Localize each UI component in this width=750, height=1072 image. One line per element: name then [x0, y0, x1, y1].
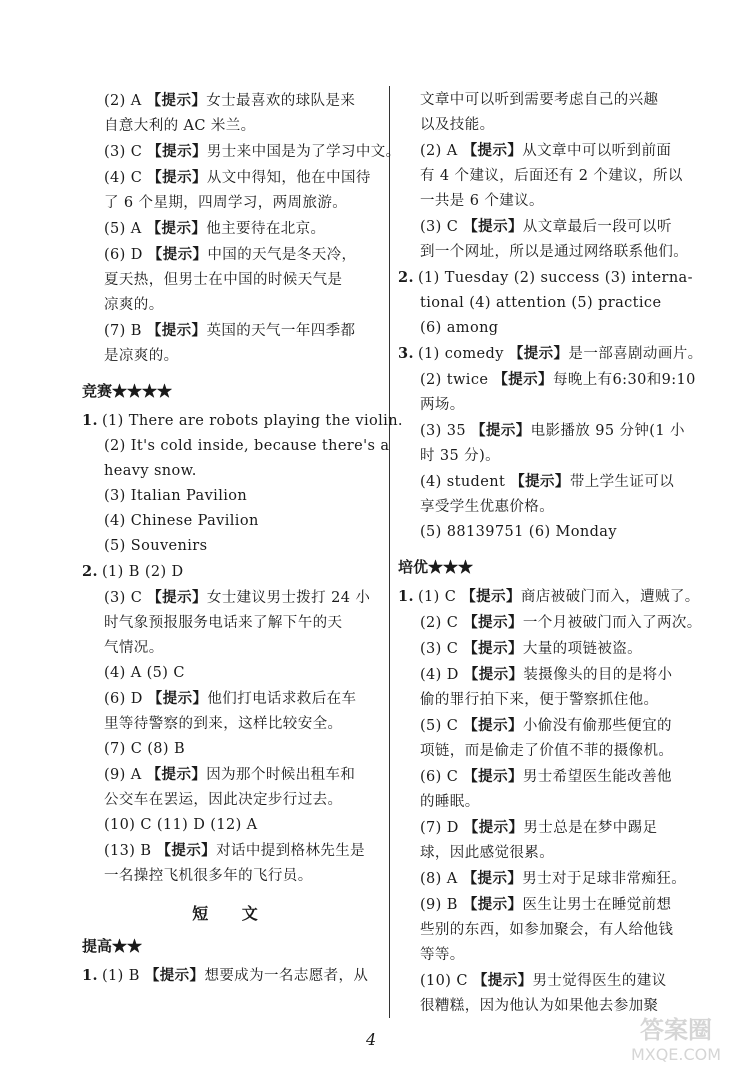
answer-line [398, 214, 698, 240]
answer-line [82, 737, 382, 762]
answer-text: (5) C 【提示】小偷没有偷那些便宜的 [420, 717, 672, 734]
answer-line [398, 240, 698, 265]
question-number: 1. [398, 588, 414, 605]
hint-tag: 【提示】 [147, 589, 207, 606]
answer-line [398, 739, 698, 764]
answer-line [82, 242, 382, 268]
answer-line [398, 341, 703, 367]
answer-text: (1) There are robots playing the violin. [102, 413, 403, 429]
answer-text: (4) D 【提示】装摄像头的目的是将小 [420, 666, 673, 683]
answer-line [82, 216, 382, 242]
answer-text: (7) C (8) B [104, 741, 186, 757]
answer-text: (3) C 【提示】男士来中国是为了学习中文。 [104, 143, 401, 160]
answer-line [82, 963, 382, 989]
answer-line [82, 864, 382, 889]
answer-text: (5) A 【提示】他主要待在北京。 [104, 220, 326, 237]
answer-text: heavy snow. [104, 463, 197, 479]
answer-text: 偷的罪行拍下来，便于警察抓住他。 [420, 692, 659, 708]
answer-text: (1) Tuesday (2) success (3) interna- [418, 270, 693, 286]
answer-text: (2) It's cold inside, because there's a [104, 438, 390, 454]
question-number: 2. [82, 563, 98, 580]
answer-line [398, 968, 698, 994]
answer-text: (3) C 【提示】从文章最后一段可以听 [420, 218, 672, 235]
hint-tag: 【提示】 [463, 717, 523, 734]
answer-line [82, 459, 382, 484]
answer-text: 是凉爽的。 [104, 348, 179, 364]
answer-text: (4) student 【提示】带上学生证可以 [420, 473, 675, 490]
answer-text: (7) B 【提示】英国的天气一年四季都 [104, 322, 356, 339]
watermark-title: 答案圈 [640, 1016, 712, 1044]
answer-line [82, 534, 382, 559]
answer-line [398, 113, 698, 138]
answer-text: 以及技能。 [420, 117, 495, 133]
hint-tag: 【提示】 [462, 870, 523, 887]
hint-tag: 【提示】 [462, 142, 523, 159]
answer-text: 时 35 分)。 [420, 448, 501, 464]
answer-line [82, 293, 382, 318]
answer-line [398, 291, 698, 316]
answer-text: 文章中可以听到需要考虑自己的兴趣 [420, 92, 659, 108]
watermark-logo [616, 1010, 736, 1066]
answer-text: (8) A 【提示】男士对于足球非常痴狂。 [420, 870, 687, 887]
answer-line [82, 509, 382, 534]
answer-line [82, 636, 382, 661]
hint-tag: 【提示】 [146, 766, 207, 783]
answer-line [398, 610, 702, 636]
answer-text: (7) D 【提示】男士总是在梦中踢足 [420, 819, 658, 836]
answer-line [82, 139, 401, 165]
answer-line [398, 866, 698, 892]
hint-tag: 【提示】 [463, 218, 523, 235]
answer-text: (2) twice 【提示】每晚上有6:30和9:10 [420, 371, 696, 388]
question-number: 1. [82, 967, 98, 984]
answer-line [398, 943, 698, 968]
page-number: 4 [366, 1030, 377, 1049]
section-heading: 培优★★★ [398, 558, 474, 576]
answer-text: (5) 88139751 (6) Monday [420, 524, 617, 540]
answer-line [398, 688, 698, 713]
answer-line [82, 434, 390, 459]
answer-text: (13) B 【提示】对话中提到格林先生是 [104, 842, 366, 859]
answer-text: (6) D 【提示】中国的天气是冬天冷， [104, 246, 357, 263]
hint-tag: 【提示】 [462, 896, 523, 913]
answer-text: 享受学生优惠价格。 [420, 499, 555, 515]
answer-text: (6) C 【提示】男士希望医生能改善他 [420, 768, 672, 785]
hint-tag: 【提示】 [463, 819, 524, 836]
hint-tag: 【提示】 [147, 246, 208, 263]
answer-text: 一名操控飞机很多年的飞行员。 [104, 868, 313, 884]
hint-tag: 【提示】 [147, 690, 208, 707]
answer-text: 项链，而是偷走了价值不菲的摄像机。 [420, 743, 674, 759]
answer-line [82, 788, 382, 813]
answer-text: (1) B 【提示】想要成为一名志愿者，从 [102, 967, 369, 984]
answer-line [398, 790, 698, 815]
answer-line [398, 764, 698, 790]
answer-text: (3) C 【提示】大量的项链被盗。 [420, 640, 643, 657]
answer-line [82, 661, 382, 686]
answer-line [82, 762, 382, 788]
question-number: 2. [398, 269, 414, 286]
answer-text: (3) C 【提示】女士建议男士拨打 24 小 [104, 589, 371, 606]
answer-text: (3) 35 【提示】电影播放 95 分钟(1 小 [420, 422, 685, 439]
answer-line [398, 918, 698, 943]
section-heading: 竞赛★★★★ [82, 382, 173, 400]
answer-text: (2) C 【提示】一个月被破门而入了两次。 [420, 614, 702, 631]
right-column [398, 88, 703, 1019]
answer-line [398, 189, 698, 214]
answer-text: 了 6 个星期，四周学习，两周旅游。 [104, 195, 348, 211]
answer-text: 球，因此感觉很累。 [420, 845, 555, 861]
answer-text: (6) D 【提示】他们打电话求救后在车 [104, 690, 357, 707]
hint-tag: 【提示】 [463, 666, 524, 683]
answer-text: (1) B (2) D [102, 564, 184, 580]
answer-line [398, 841, 698, 866]
answer-text: (5) Souvenirs [104, 538, 208, 554]
answer-text: 很糟糕，因为他认为如果他去参加聚 [420, 998, 659, 1014]
answer-line [82, 88, 382, 114]
answer-line [82, 114, 382, 139]
answer-line [398, 469, 698, 495]
answer-line [82, 268, 382, 293]
answer-text: (4) A (5) C [104, 665, 185, 681]
answer-text: (9) B 【提示】医生让男士在睡觉前想 [420, 896, 672, 913]
hint-tag: 【提示】 [147, 169, 207, 186]
answer-line [82, 585, 382, 611]
answer-line [82, 191, 382, 216]
answer-line [398, 662, 698, 688]
hint-tag: 【提示】 [146, 92, 207, 109]
answer-text: 凉爽的。 [104, 297, 164, 313]
answer-line [398, 138, 698, 164]
answer-text: 时气象预报服务电话来了解下午的天 [104, 615, 343, 631]
hint-tag: 【提示】 [147, 143, 207, 160]
answer-line [398, 418, 698, 444]
hint-tag: 【提示】 [510, 473, 570, 490]
answer-line [398, 164, 698, 189]
answer-line [398, 495, 698, 520]
answer-text: 气情况。 [104, 640, 164, 656]
answer-line [82, 559, 382, 585]
answer-line [82, 813, 382, 838]
answer-line [82, 712, 382, 737]
answer-text: (10) C (11) D (12) A [104, 817, 258, 833]
column-divider [389, 86, 390, 1018]
answer-line [398, 815, 698, 841]
answer-text: 一共是 6 个建议。 [420, 193, 544, 209]
answer-text: (6) among [420, 320, 499, 336]
answer-line [398, 367, 698, 393]
hint-tag: 【提示】 [146, 220, 207, 237]
answer-text: 自意大利的 AC 米兰。 [104, 118, 256, 134]
answer-text: (1) comedy 【提示】是一部喜剧动画片。 [418, 345, 703, 362]
answer-text: (3) Italian Pavilion [104, 488, 248, 504]
answer-line [398, 393, 698, 418]
answer-text: 夏天热，但男士在中国的时候天气是 [104, 272, 343, 288]
answer-text: (2) A 【提示】女士最喜欢的球队是来 [104, 92, 356, 109]
answer-line [82, 611, 382, 636]
answer-line [398, 265, 698, 291]
section-heading: 提高★★ [82, 937, 143, 955]
answer-line [82, 165, 382, 191]
answer-text: tional (4) attention (5) practice [420, 295, 662, 311]
question-number: 3. [398, 345, 414, 362]
answer-text: (1) C 【提示】商店被破门而入，遭贼了。 [418, 588, 700, 605]
hint-tag: 【提示】 [146, 322, 207, 339]
left-column [82, 88, 403, 989]
answer-text: (10) C 【提示】男士觉得医生的建议 [420, 972, 667, 989]
answer-text: 到一个网址，所以是通过网络联系他们。 [420, 244, 689, 260]
answer-line [82, 344, 382, 369]
answer-line [398, 584, 698, 610]
hint-tag: 【提示】 [144, 967, 205, 984]
answer-line [82, 484, 382, 509]
answer-text: (4) Chinese Pavilion [104, 513, 259, 529]
answer-line [82, 318, 382, 344]
hint-tag: 【提示】 [463, 768, 523, 785]
answer-line [82, 838, 382, 864]
answer-text: (4) C 【提示】从文中得知，他在中国待 [104, 169, 371, 186]
answer-text: 两场。 [420, 397, 465, 413]
answer-line [398, 444, 698, 469]
answer-text: 有 4 个建议，后面还有 2 个建议，所以 [420, 168, 683, 184]
answer-text: 些别的东西，如参加聚会，有人给他钱 [420, 922, 674, 938]
hint-tag: 【提示】 [508, 345, 569, 362]
answer-line [398, 892, 698, 918]
hint-tag: 【提示】 [463, 640, 523, 657]
answer-line [82, 408, 403, 434]
answer-text: (9) A 【提示】因为那个时候出租车和 [104, 766, 356, 783]
answer-line [398, 713, 698, 739]
watermark-url: MXQE.COM [630, 1045, 722, 1064]
section-title: 短 文 [192, 904, 272, 923]
hint-tag: 【提示】 [493, 371, 553, 388]
answer-text: 的睡眠。 [420, 794, 480, 810]
answer-text: 等等。 [420, 947, 465, 963]
hint-tag: 【提示】 [471, 422, 531, 439]
hint-tag: 【提示】 [461, 588, 521, 605]
hint-tag: 【提示】 [463, 614, 523, 631]
answer-line [398, 636, 698, 662]
question-number: 1. [82, 412, 98, 429]
answer-line [398, 88, 698, 113]
hint-tag: 【提示】 [472, 972, 533, 989]
answer-text: 里等待警察的到来，这样比较安全。 [104, 716, 343, 732]
hint-tag: 【提示】 [156, 842, 217, 859]
answer-line [398, 316, 698, 341]
answer-line [82, 686, 382, 712]
answer-text: (2) A 【提示】从文章中可以听到前面 [420, 142, 672, 159]
answer-line [398, 520, 698, 545]
answer-text: 公交车在罢运，因此决定步行过去。 [104, 792, 343, 808]
